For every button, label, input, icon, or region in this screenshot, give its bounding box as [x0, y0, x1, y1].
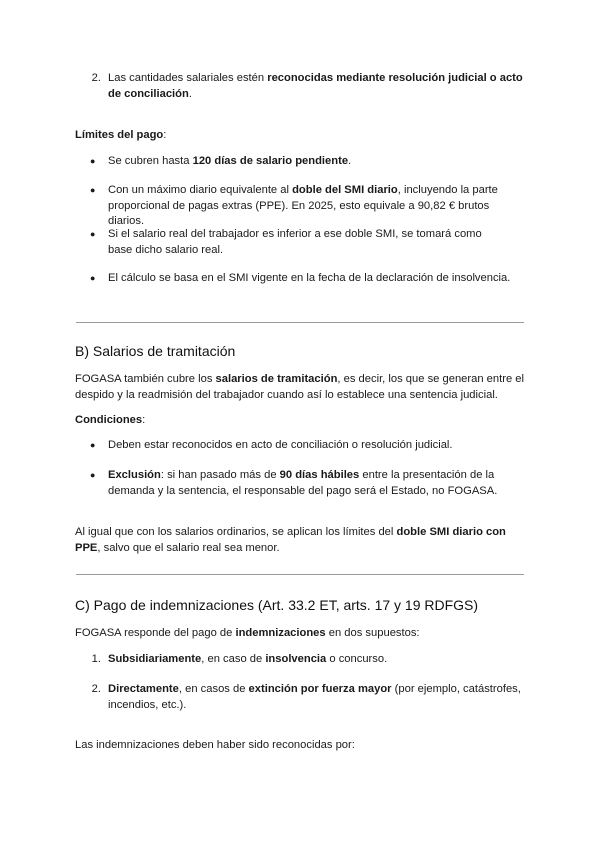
- section-b-intro: FOGASA también cubre los salarios de tramitación, es decir, los que se generan entre el despido y la readmisión del trabajador cuando así lo establece una sentencia judicial.: [75, 373, 524, 401]
- list-item-text: Si el salario real del trabajador es inferior a ese doble SMI, se tomará como base dicho salario real.: [108, 228, 482, 256]
- list-item-text: Las cantidades salariales estén reconocidas mediante resolución judicial o acto de conciliación.: [108, 72, 523, 100]
- section-b-title: B) Salarios de tramitación: [75, 343, 236, 359]
- bullet-icon: ●: [90, 273, 96, 283]
- list-item-text: Subsidiariamente, en caso de insolvencia o concurso.: [108, 653, 388, 665]
- section-c-closing: Las indemnizaciones deben haber sido reconocidas por:: [75, 739, 355, 751]
- list-item-text: Directamente, en casos de extinción por fuerza mayor (por ejemplo, catástrofes, incendios, etc.).: [108, 683, 521, 711]
- list-item-text: Se cubren hasta 120 días de salario pendiente.: [108, 155, 352, 167]
- list-item-text: Deben estar reconocidos en acto de conciliación o resolución judicial.: [108, 439, 453, 451]
- conditions-heading: Condiciones:: [75, 414, 146, 426]
- bullet-icon: ●: [90, 440, 96, 450]
- limits-heading: Límites del pago:: [75, 129, 167, 141]
- bullet-icon: ●: [90, 470, 96, 480]
- list-number: 2.: [91, 72, 101, 84]
- section-b-closing: Al igual que con los salarios ordinarios, se aplican los límites del doble SMI diario con PPE, salvo que el salario real sea menor.: [75, 526, 506, 554]
- section-divider: [76, 322, 524, 323]
- bullet-icon: ●: [90, 185, 96, 195]
- bullet-icon: ●: [90, 156, 96, 166]
- section-c-title: C) Pago de indemnizaciones (Art. 33.2 ET, arts. 17 y 19 RDFGS): [75, 597, 479, 613]
- list-number: 2.: [91, 683, 101, 695]
- bullet-icon: ●: [90, 229, 96, 239]
- section-divider: [76, 574, 524, 575]
- list-item-text: Con un máximo diario equivalente al doble del SMI diario, incluyendo la parte proporcional de pagas extras (PPE). En 2025, esto equivale a 90,82 € brutos diarios.: [108, 184, 498, 227]
- list-number: 1.: [91, 653, 101, 665]
- list-item-text: El cálculo se basa en el SMI vigente en la fecha de la declaración de insolvencia.: [108, 272, 511, 284]
- list-item-text: Exclusión: si han pasado más de 90 días hábiles entre la presentación de la demanda y la sentencia, el responsable del pago será el Estado, no FOGASA.: [108, 469, 498, 497]
- section-c-intro: FOGASA responde del pago de indemnizaciones en dos supuestos:: [75, 627, 420, 639]
